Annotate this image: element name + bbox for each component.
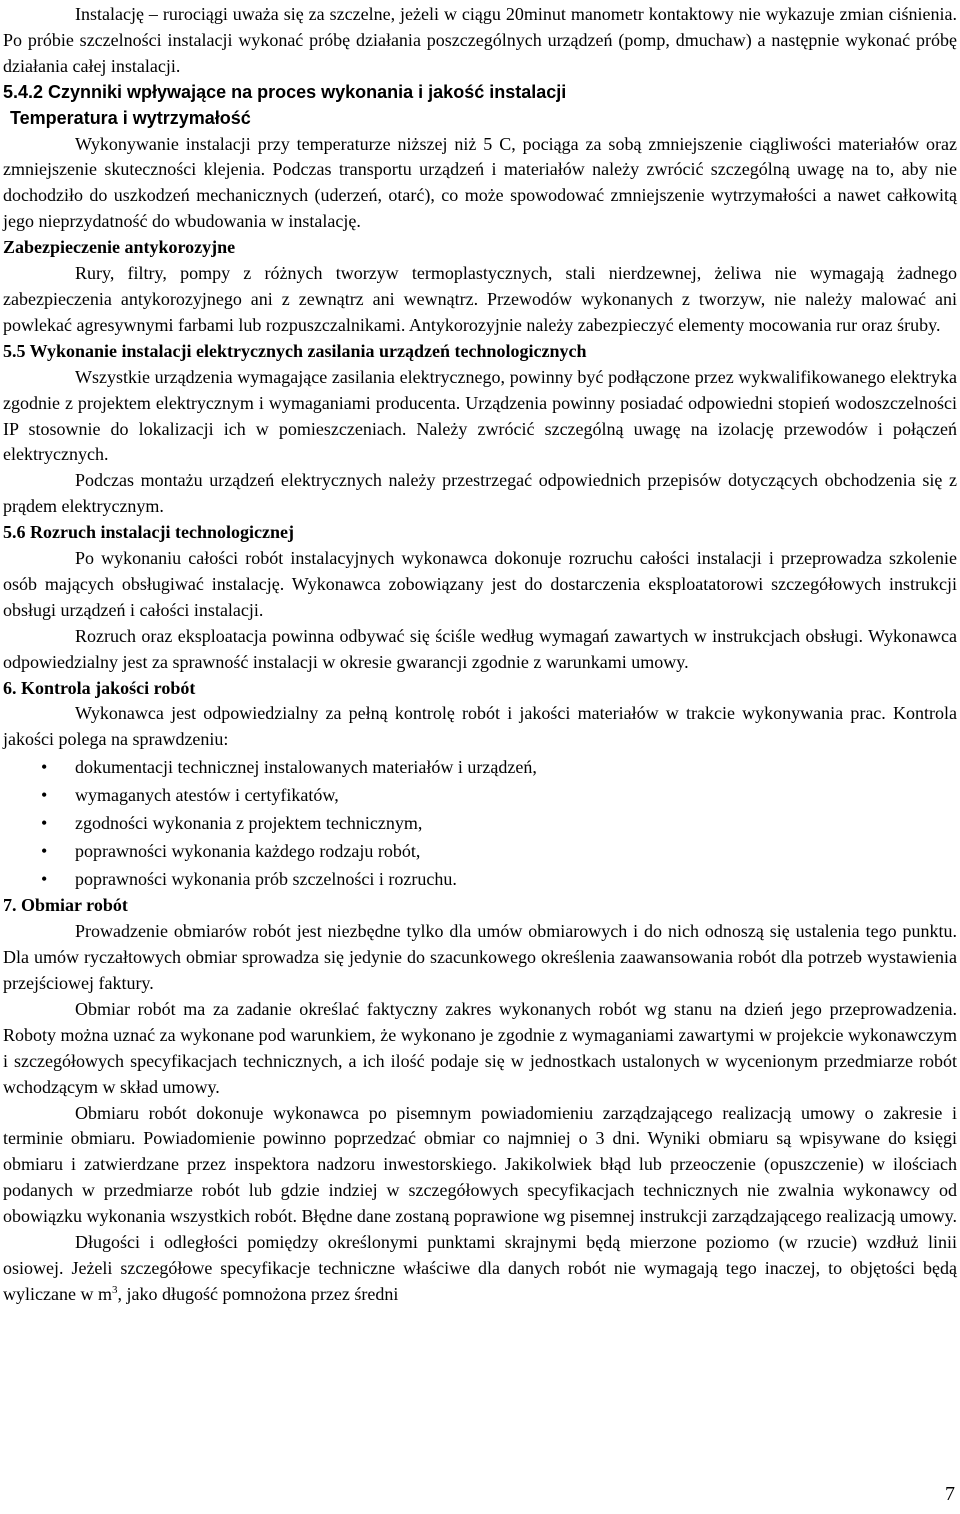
paragraph-temperature: Wykonywanie instalacji przy temperaturze niższej niż 5 C, pociąga za sobą zmniejszenie ciągliwości materiałów oraz zmniejszenie skuteczności klejenia. Podczas transportu urządzeń i materiałów należy zwrócić szczególną uwagę na to, aby nie dochodziło do uszkodzeń mechanicznych (uderzeń, otarć), co może spowodować zmniejszenie wytrzymałości a nawet całkowitą jego nieprzydatność do wbudowania w instalację. bbox=[3, 133, 957, 232]
paragraph-electrical-1: Wszystkie urządzenia wymagające zasilania elektrycznego, powinny być podłączone przez wykwalifikowanego elektryka zgodnie z projektem elektrycznym i wymaganiami producenta. Urządzenia powinny posiadać odpowiedni stopień wodoszczelności IP stosownie do lokalizacji ich w pomieszczeniach. Należy zwrócić szczególną uwagę na izolację przewodów i połączeń elektrycznych. bbox=[3, 366, 957, 465]
paragraph-measurement-4: Długości i odległości pomiędzy określonymi punktami skrajnymi będą mierzone poziomo (w rzucie) wzdłuż linii osiowej. Jeżeli szczegółowe specyfikacje techniczne właściwe dla danych robót nie wymagają tego inaczej, to objętości będą wyliczane w $m^3$, jako długość pomnożona przez średni bbox=[3, 1232, 957, 1304]
bullet-icon: • bbox=[41, 869, 48, 890]
quality-checklist bbox=[3, 753, 957, 893]
paragraph-startup-2: Rozruch oraz eksploatacja powinna odbywać się ściśle według wymagań zawartych w instrukcjach obsługi. Wykonawca odpowiedzialny jest za sprawność instalacji w okresie gwarancji zgodnie z warunkami umowy. bbox=[3, 625, 957, 672]
paragraph-measurement-2: Obmiar robót ma za zadanie określać faktyczny zakres wykonanych robót wg stanu na dzień jego przeprowadzenia. Roboty można uznać za wykonane pod warunkiem, że wykonano je zgodnie z wymaganiami zawartymi w projekcie wykonawczym i szczegółowych specyfikacjach technicznych, a ich ilość podaje się w jednostkach ustalonych w wycenionym przedmiarze robót wchodzącym w skład umowy. bbox=[3, 998, 957, 1097]
bullet-icon: • bbox=[41, 785, 48, 806]
paragraph-electrical-2: Podczas montażu urządzeń elektrycznych należy przestrzegać odpowiednich przepisów dotyczących obchodzenia się z prądem elektrycznym. bbox=[3, 470, 957, 517]
bullet-icon: • bbox=[41, 757, 48, 778]
paragraph-startup-1: Po wykonaniu całości robót instalacyjnych wykonawca dokonuje rozruchu całości instalacji i przeprowadza szkolenie osób mających obsługiwać instalację. Wykonawca zobowiązany jest do dostarczenia eksploatatorowi szczegółowych instrukcji obsługi urządzeń i całości instalacji. bbox=[3, 548, 957, 620]
list-item: • poprawności wykonania prób szczelności i rozruchu. bbox=[3, 865, 957, 893]
bullet-icon: • bbox=[41, 841, 48, 862]
list-item: • zgodności wykonania z projektem technicznym, bbox=[3, 809, 957, 837]
list-item: • wymaganych atestów i certyfikatów, bbox=[3, 781, 957, 809]
paragraph-corrosion: Rury, filtry, pompy z różnych tworzyw termoplastycznych, stali nierdzewnej, żeliwa nie wymagają żadnego zabezpieczenia antykorozyjnego ani z zewnątrz ani wewnątrz. Przewodów wykonanych z tworzyw, nie należy malować ani powlekać agresywnymi farbami lub rozpuszczalnikami. Antykorozyjnie należy zabezpieczyć elementy mocowania rur oraz śruby. bbox=[3, 263, 957, 335]
list-item: • dokumentacji technicznej instalowanych materiałów i urządzeń, bbox=[3, 753, 957, 781]
heading-7: 7. Obmiar robót bbox=[3, 895, 128, 916]
bullet-icon: • bbox=[41, 813, 48, 834]
subheading-temperature: Temperatura i wytrzymałość bbox=[10, 107, 251, 128]
paragraph-measurement-1: Prowadzenie obmiarów robót jest niezbędne tylko dla umów obmiarowych i do nich odnoszą się ustalenia tego punktu. Dla umów ryczałtowych obmiar sprowadza się jedynie do szacunkowego określenia zaawansowania robót dla potrzeb wystawienia przejściowej faktury. bbox=[3, 921, 957, 993]
heading-6: 6. Kontrola jakości robót bbox=[3, 677, 196, 698]
paragraph-measurement-3: Obmiaru robót dokonuje wykonawca po pisemnym powiadomieniu zarządzającego realizacją umowy o zakresie i terminie obmiaru. Powiadomienie powinno poprzedzać obmiar co najmniej o 3 dni. Wyniki obmiaru są wpisywane do księgi obmiaru i zatwierdzane przez inspektora nadzoru inwestorskiego. Jakikolwiek błąd lub przeoczenie (opuszczenie) w ilościach podanych w przedmiarze robót lub gdzie indziej w szczegółowych specyfikacjach technicznych nie zwalnia wykonawcy od obowiązku wykonania wszystkich robót. Błędne dane zostaną poprawione wg pisemnej instrukcji zarządzającego realizacją umowy. bbox=[3, 1102, 957, 1227]
page-number: 7 bbox=[945, 1483, 955, 1505]
heading-5-5: 5.5 Wykonanie instalacji elektrycznych zasilania urządzeń technologicznych bbox=[3, 340, 587, 361]
heading-5-4-2: 5.4.2 Czynniki wpływające na proces wykonania i jakość instalacji bbox=[3, 81, 567, 102]
subheading-corrosion: Zabezpieczenie antykorozyjne bbox=[3, 237, 236, 258]
heading-5-6: 5.6 Rozruch instalacji technologicznej bbox=[3, 522, 294, 543]
superscript-3: 3 bbox=[111, 1283, 118, 1296]
paragraph-pressure-test: Instalację – rurociągi uważa się za szczelne, jeżeli w ciągu 20minut manometr kontaktowy nie wykazuje zmian ciśnienia. Po próbie szczelności instalacji wykonać próbę działania poszczególnych urządzeń (pomp, dmuchaw) a następnie wykonać próbę działania całej instalacji. bbox=[3, 4, 957, 76]
list-item: • poprawności wykonania każdego rodzaju robót, bbox=[3, 837, 957, 865]
document-page bbox=[3, 2, 957, 1308]
paragraph-quality-control: Wykonawca jest odpowiedzialny za pełną kontrolę robót i jakości materiałów w trakcie wykonywania prac. Kontrola jakości polega na sprawdzeniu: bbox=[3, 703, 957, 750]
